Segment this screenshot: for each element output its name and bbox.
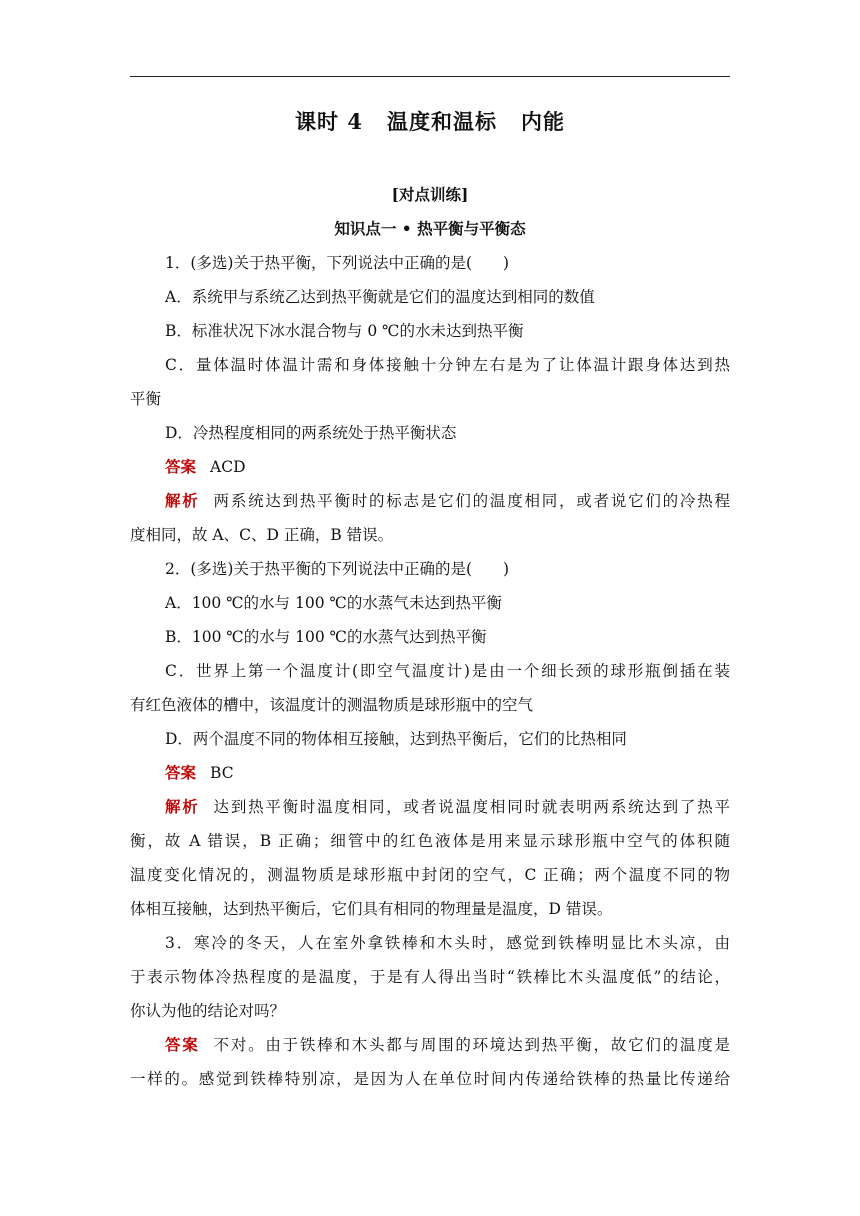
lesson-topic-1: 温度和温标 [386,109,497,134]
header-rule [130,76,730,77]
q1-analysis-line1 [130,484,730,518]
section-heading: [对点训练] [391,185,469,204]
q3-answer-line1 [130,1028,730,1062]
q1-option-a: A．系统甲与系统乙达到热平衡就是它们的温度达到相同的数值 [165,288,595,306]
q3-stem-line3: 你认为他的结论对吗？ [130,1002,286,1020]
q2-analysis-line1 [130,790,730,824]
q2-analysis-line2: 衡，故 A 错误，B 正确；细管中的红色液体是用来显示球形瓶中空气的体积随 [130,832,730,850]
q2-option-a: A．100 ℃的水与 100 ℃的水蒸气未达到热平衡 [165,594,502,612]
q2-answer-value: BC [210,764,234,782]
q2-option-c-line2: 有红色液体的槽中，该温度计的测温物质是球形瓶中的空气 [130,696,534,714]
q2-answer [130,756,730,790]
q1-analysis-text1: 两系统达到热平衡时的标志是它们的温度相同，或者说它们的冷热程 [213,492,730,510]
q3-answer-line2: 一样的。感觉到铁棒特别凉，是因为人在单位时间内传递给铁棒的热量比传递给 [130,1070,730,1088]
q3-answer-text1: 不对。由于铁棒和木头都与周围的环境达到热平衡，故它们的温度是 [213,1036,730,1054]
q3-stem-line2: 于表示物体冷热程度的是温度，于是有人得出当时“铁棒比木头温度低”的结论， [130,968,730,986]
q3-stem-line1: 3．寒冷的冬天，人在室外拿铁棒和木头时，感觉到铁棒明显比木头凉，由 [165,934,730,952]
analysis-label: 解析 [165,491,200,510]
q2-analysis-text1: 达到热平衡时温度相同，或者说温度相同时就表明两系统达到了热平 [213,798,730,816]
q2-stem: 2．(多选)关于热平衡的下列说法中正确的是( ) [165,560,510,578]
q2-option-b: B．100 ℃的水与 100 ℃的水蒸气达到热平衡 [165,628,487,646]
q2-analysis-line4: 体相互接触，达到热平衡后，它们具有相同的物理量是温度，D 错误。 [130,900,613,918]
document-body [130,178,730,1096]
q2-option-d: D．两个温度不同的物体相互接触，达到热平衡后，它们的比热相同 [165,730,627,748]
q1-answer-value: ACD [210,458,246,476]
answer-label: 答案 [165,1035,200,1054]
q2-analysis-line3: 温度变化情况的，测温物质是球形瓶中封闭的空气，C 正确；两个温度不同的物 [130,866,730,884]
analysis-label: 解析 [165,797,200,816]
q1-option-c-line1: C．量体温时体温计需和身体接触十分钟左右是为了让体温计跟身体达到热 [165,356,730,374]
q2-option-c-line1: C．世界上第一个温度计(即空气温度计)是由一个细长颈的球形瓶倒插在装 [165,662,730,680]
q1-stem: 1．(多选)关于热平衡，下列说法中正确的是( ) [165,254,510,272]
answer-label: 答案 [165,763,197,782]
answer-label: 答案 [165,457,197,476]
subsection-heading: 知识点一 • 热平衡与平衡态 [334,219,526,238]
lesson-topic-2: 内能 [520,109,565,134]
q1-option-c-line2: 平衡 [130,390,162,408]
q1-answer [130,450,730,484]
q1-option-b: B．标准状况下冰水混合物与 0 ℃的水未达到热平衡 [165,322,524,340]
lesson-number: 课时 4 [295,109,363,134]
q1-option-d: D．冷热程度相同的两系统处于热平衡状态 [165,424,457,442]
q1-analysis-line2: 度相同，故 A、C、D 正确，B 错误。 [130,526,394,544]
lesson-title [0,106,860,136]
